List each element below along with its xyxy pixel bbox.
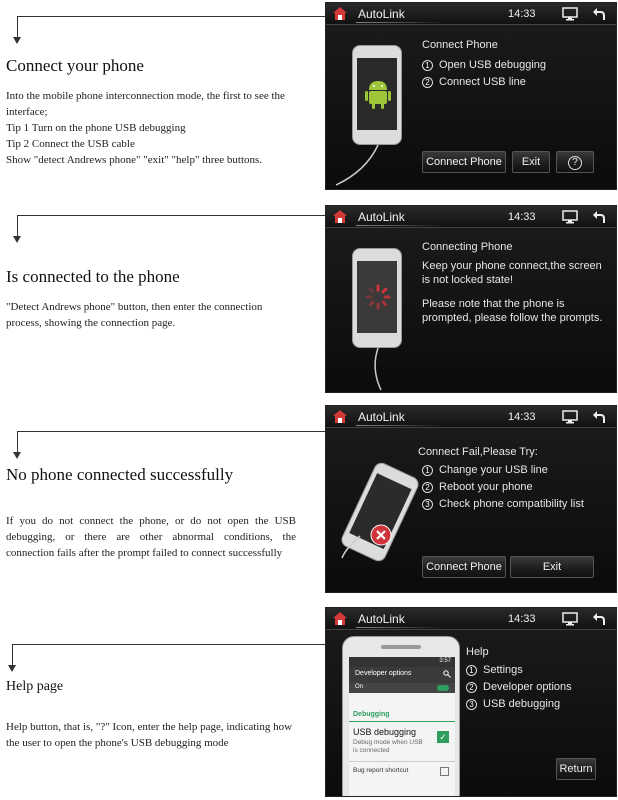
desc-line: If you do not connect the phone, or do not open the USB debugging, or there are other abnormal conditions, the connection fails after the prompt failed to connect successfully [6, 515, 296, 559]
back-icon[interactable] [592, 612, 606, 626]
setting-title: USB debugging [353, 727, 417, 737]
monitor-icon[interactable] [562, 410, 578, 424]
status-time: 3:57 [439, 658, 451, 664]
app-title: AutoLink [358, 612, 405, 626]
top-bar [326, 406, 616, 428]
top-bar [326, 206, 616, 228]
monitor-icon[interactable] [562, 7, 578, 21]
section-heading: Is connected to the phone [6, 267, 180, 286]
section-description [6, 299, 296, 331]
tip-item: 2 Reboot your phone [422, 481, 533, 493]
section-description [6, 719, 296, 751]
panel-text: Please note that the phone is prompted, please follow the prompts. [422, 298, 603, 324]
app-title: AutoLink [358, 7, 405, 21]
back-icon[interactable] [592, 410, 606, 424]
desc-line: "Detect Andrews phone" button, then enter the connection process, showing the connection page. [6, 301, 263, 329]
back-icon[interactable] [592, 7, 606, 21]
phone-illustration [352, 45, 402, 145]
tip-item: 3 USB debugging [466, 698, 560, 710]
panel-title: Connect Phone [422, 39, 498, 51]
screenshot-help [325, 607, 617, 797]
section-description [6, 513, 296, 561]
panel-title: Connecting Phone [422, 241, 513, 253]
top-bar [326, 3, 616, 25]
search-icon [443, 670, 451, 678]
home-icon[interactable] [332, 209, 348, 224]
top-bar [326, 608, 616, 630]
back-icon[interactable] [592, 210, 606, 224]
monitor-icon[interactable] [562, 612, 578, 626]
screenshot-connect [325, 2, 617, 190]
tip-item: 2 Developer options [466, 681, 572, 693]
section-heading: No phone connected successfully [6, 465, 234, 484]
app-title: AutoLink [358, 410, 405, 424]
screenshot-fail [325, 405, 617, 593]
toggle-switch [437, 685, 449, 691]
connect-phone-button[interactable]: Connect Phone [422, 556, 506, 578]
desc-line: Help button, that is, "?" Icon, enter the help page, indicating how the user to open the phone's USB debugging mode [6, 721, 293, 749]
checkbox-checked-icon: ✓ [437, 731, 449, 743]
exit-button[interactable]: Exit [512, 151, 550, 173]
arrow-down-icon [13, 37, 21, 44]
clock: 14:33 [508, 613, 536, 625]
section-connecting [0, 205, 618, 400]
section-description [6, 88, 296, 168]
screenshot-connecting [325, 205, 617, 393]
tip-item: 1 Open USB debugging [422, 59, 546, 71]
phone-screen [349, 657, 455, 797]
return-button[interactable]: Return [556, 758, 596, 780]
tip-item: 2 Connect USB line [422, 76, 526, 88]
usb-cable [326, 344, 406, 393]
section-label: Debugging [353, 711, 390, 718]
arrow-down-icon [8, 665, 16, 672]
panel-title: Connect Fail,Please Try: [418, 446, 538, 458]
monitor-icon[interactable] [562, 210, 578, 224]
clock: 14:33 [508, 211, 536, 223]
help-icon: ? [568, 156, 582, 170]
clock: 14:33 [508, 8, 536, 20]
phone-header: Developer options [355, 670, 412, 677]
arrow-down-icon [13, 236, 21, 243]
arrow-down-icon [13, 452, 21, 459]
loading-spinner-icon [364, 283, 392, 311]
section-help [0, 607, 618, 800]
section-heading: Help page [6, 679, 64, 694]
connector-line [17, 215, 325, 237]
section-fail [0, 405, 618, 600]
connector-line [12, 644, 325, 666]
android-icon [365, 78, 391, 110]
tip-item: 3 Check phone compatibility list [422, 498, 584, 510]
phone-illustration [342, 636, 460, 797]
desc-line: Into the mobile phone interconnection mode, the first to see the interface; [6, 90, 285, 118]
panel-title: Help [466, 646, 489, 658]
clock: 14:33 [508, 411, 536, 423]
toggle-label: On [355, 684, 364, 690]
connect-phone-button[interactable]: Connect Phone [422, 151, 506, 173]
setting-title: Bug report shortcut [353, 767, 409, 774]
panel-text: Keep your phone connect,the screen is not locked state! [422, 260, 602, 286]
help-button[interactable] [556, 151, 594, 173]
home-icon[interactable] [332, 611, 348, 626]
tip-item: 1 Settings [466, 664, 523, 676]
app-title: AutoLink [358, 210, 405, 224]
usb-cable [326, 526, 386, 566]
exit-button[interactable]: Exit [510, 556, 594, 578]
tip-item: 1 Change your USB line [422, 464, 548, 476]
section-connect [0, 0, 618, 195]
setting-subtitle: Debug mode when USB is connected [353, 739, 423, 754]
desc-line: Tip 2 Connect the USB cable [6, 138, 135, 150]
home-icon[interactable] [332, 409, 348, 424]
desc-line: Tip 1 Turn on the phone USB debugging [6, 122, 186, 134]
phone-illustration [352, 248, 402, 348]
home-icon[interactable] [332, 6, 348, 21]
usb-cable [326, 141, 406, 190]
checkbox-icon [440, 767, 449, 776]
connector-line [17, 16, 325, 38]
section-heading: Connect your phone [6, 56, 144, 75]
desc-line: Show "detect Andrews phone" "exit" "help" three buttons. [6, 154, 263, 166]
connector-line [17, 431, 325, 453]
